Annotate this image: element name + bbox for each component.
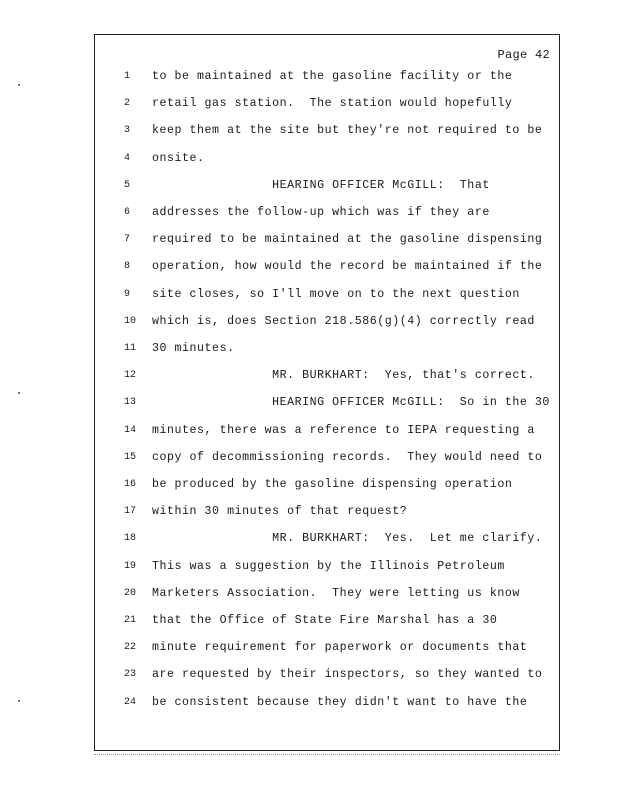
line-text: retail gas station. The station would hopefully [152, 97, 513, 111]
line-text: keep them at the site but they're not required to be [152, 124, 543, 138]
line-number: 24 [124, 696, 137, 708]
line-number: 20 [124, 587, 137, 599]
line-text: to be maintained at the gasoline facility or the [152, 70, 513, 83]
line-number: 19 [124, 560, 137, 572]
line-text: 30 minutes. [152, 342, 235, 355]
line-number: 5 [124, 179, 131, 191]
line-number: 23 [124, 669, 137, 681]
line-number: 8 [124, 261, 131, 273]
line-number: 18 [124, 533, 137, 545]
line-text: HEARING OFFICER McGILL: That [152, 178, 490, 192]
scan-speck [18, 84, 20, 86]
line-text: that the Office of State Fire Marshal has a 30 [152, 614, 498, 627]
line-number: 3 [124, 125, 131, 137]
line-text: MR. BURKHART: Yes, that's correct. [152, 369, 535, 383]
line-number: 14 [124, 424, 137, 436]
bottom-rule [94, 754, 560, 755]
line-text: addresses the follow-up which was if they are [152, 206, 490, 219]
line-number: 11 [124, 343, 137, 354]
scan-speck [18, 700, 20, 702]
line-text: are requested by their inspectors, so they wanted to [152, 668, 543, 682]
line-text: which is, does Section 218.586(g)(4) correctly read [152, 314, 535, 328]
scan-speck [18, 392, 20, 394]
line-number: 22 [124, 642, 137, 654]
line-number: 2 [124, 98, 131, 110]
line-number: 21 [124, 615, 137, 626]
line-text: within 30 minutes of that request? [152, 505, 408, 519]
line-text: Marketers Association. They were letting us know [152, 586, 520, 600]
line-text: HEARING OFFICER McGILL: So in the 30 [152, 396, 550, 410]
line-number: 6 [124, 207, 131, 218]
line-text: minute requirement for paperwork or documents that [152, 641, 528, 655]
line-text: operation, how would the record be maintained if the [152, 260, 543, 274]
line-number: 16 [124, 479, 137, 490]
line-number: 9 [124, 288, 131, 300]
line-number: 15 [124, 451, 137, 463]
line-number: 12 [124, 370, 137, 382]
line-number: 17 [124, 506, 137, 518]
line-text: minutes, there was a reference to IEPA requesting a [152, 423, 535, 437]
line-number: 4 [124, 152, 131, 164]
line-text: This was a suggestion by the Illinois Petroleum [152, 559, 505, 573]
line-number: 1 [124, 71, 131, 82]
line-number: 7 [124, 234, 131, 246]
line-text: onsite. [152, 151, 205, 165]
line-number: 10 [124, 315, 137, 327]
line-text: site closes, so I'll move on to the next question [152, 287, 520, 301]
line-text: MR. BURKHART: Yes. Let me clarify. [152, 532, 543, 546]
line-number: 13 [124, 397, 137, 409]
line-text: be consistent because they didn't want to have the [152, 695, 528, 709]
line-text: copy of decommissioning records. They would need to [152, 450, 543, 464]
line-text: be produced by the gasoline dispensing operation [152, 478, 513, 491]
page-number: Page 42 [497, 48, 550, 62]
line-text: required to be maintained at the gasoline dispensing [152, 233, 543, 247]
